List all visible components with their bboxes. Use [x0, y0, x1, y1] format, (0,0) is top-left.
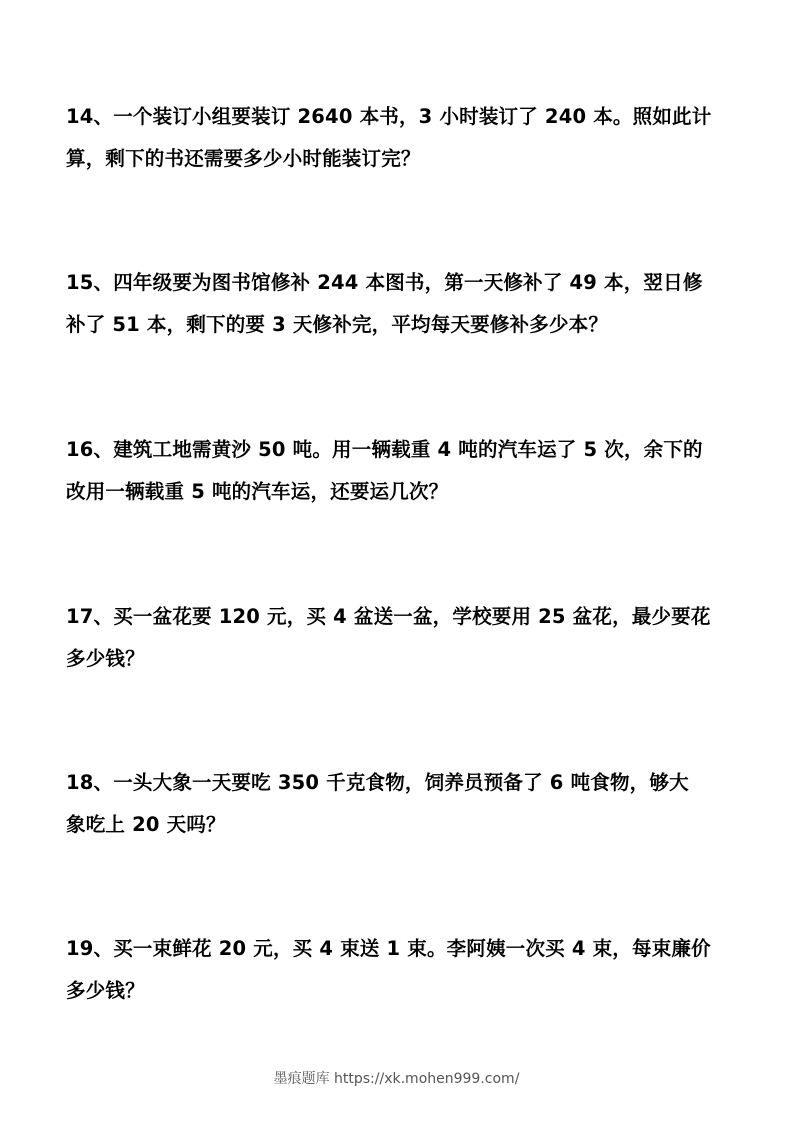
problem-16-line-1: 16、建筑工地需黄沙 50 吨。用一辆载重 4 吨的汽车运了 5 次，余下的 [66, 438, 703, 461]
problem-16-line-2: 改用一辆载重 5 吨的汽车运，还要运几次？ [66, 480, 449, 503]
problem-14-line-2: 算，剩下的书还需要多少小时能装订完？ [66, 147, 421, 170]
problem-14-line-1: 14、一个装订小组要装订 2640 本书，3 小时装订了 240 本。照如此计 [66, 105, 712, 128]
problem-14 [66, 96, 726, 180]
problem-19-line-1: 19、买一束鲜花 20 元，买 4 束送 1 束。李阿姨一次买 4 束，每束廉价 [66, 937, 711, 960]
footer-watermark: 墨痕题库 https://xk.mohen999.com/ [273, 1071, 520, 1087]
problem-15 [66, 262, 726, 346]
problem-19-line-2: 多少钱？ [66, 979, 145, 1002]
problem-19 [66, 928, 726, 1012]
problem-18-line-2: 象吃上 20 天吗？ [66, 813, 226, 836]
problem-17-line-1: 17、买一盆花要 120 元，买 4 盆送一盆，学校要用 25 盆花，最少要花 [66, 605, 711, 628]
problem-16 [66, 429, 726, 513]
problem-18 [66, 762, 726, 846]
problem-15-line-2: 补了 51 本，剩下的要 3 天修补完，平均每天要修补多少本？ [66, 313, 609, 336]
problem-18-line-1: 18、一头大象一天要吃 350 千克食物，饲养员预备了 6 吨食物，够大 [66, 771, 689, 794]
problem-17 [66, 596, 726, 680]
problem-17-line-2: 多少钱？ [66, 647, 145, 670]
problem-15-line-1: 15、四年级要为图书馆修补 244 本图书，第一天修补了 49 本，翌日修 [66, 271, 703, 294]
